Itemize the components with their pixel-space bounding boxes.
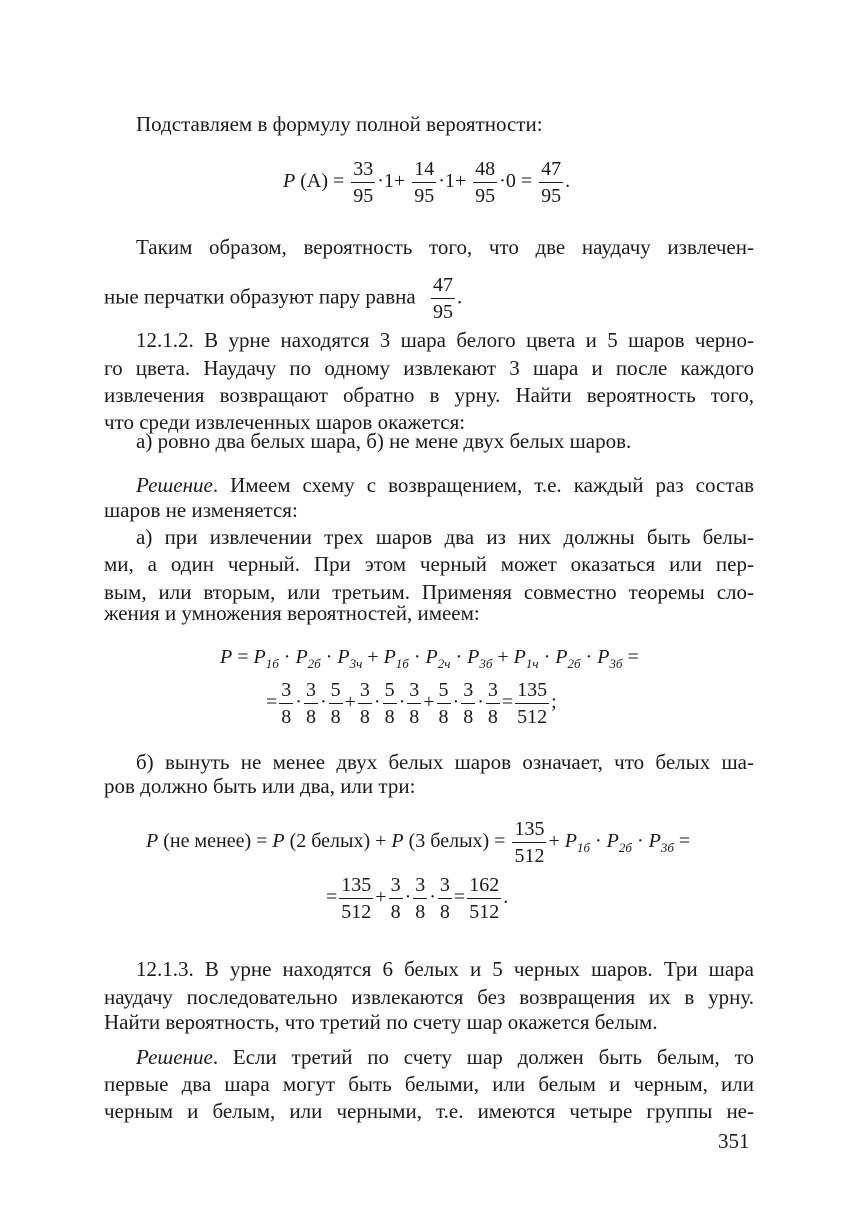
paragraph-line: жения и умножения вероятностей, имеем:: [104, 601, 480, 625]
paragraph-line: а) при извлечении трех шаров два из них должны быть белы-: [136, 525, 754, 549]
formula-not-less-than-two-result: = $\frac{135}{512}$ + $\frac{3}{8}$ · $\frac{3}{8}$ · $\frac{3}{8}$ = $\frac{162}{512}$ .: [326, 874, 509, 923]
paragraph-line: Подставляем в формулу полной вероятности:: [136, 112, 543, 136]
paragraph-line: наудачу последовательно извлекаются без возвращения их в урну.: [104, 985, 754, 1009]
paragraph-line: Найти вероятность, что третий по счету шар окажется белым.: [104, 1010, 658, 1034]
formula-probability-fractions: = $\frac{3}{8}$ · $\frac{3}{8}$ · $\frac{5}{8}$ + $\frac{3}{8}$ · $\frac{5}{8}$ · $\frac{3}{8}$ + $\frac{5}{8}$ · $\frac{3}{8}$ · $\frac{3}{8}$ = $\frac{135}{512}$ ;: [266, 679, 557, 728]
paragraph-line: Решение. Имеем схему с возвращением, т.е. каждый раз состав: [136, 473, 754, 497]
formula-probability-product: $P = P_{1б} \cdot P_{2б} \cdot P_{3ч} + P_{1б} \cdot P_{2ч} \cdot P_{3б} + P_{1ч} \cdot P_{2б} \cdot P_{3б}$ =: [220, 646, 639, 671]
paragraph-line: черным и белым, или черными, т.е. имеются четыре группы не-: [104, 1099, 754, 1123]
paragraph-line: ми, а один черный. При этом черный может оказаться или пер-: [104, 552, 754, 576]
paragraph-line: Таким образом, вероятность того, что две наудачу извлечен-: [136, 235, 754, 259]
paragraph-line: ные перчатки образуют пару равна $\frac{47}{95}$ .: [104, 274, 463, 323]
paragraph-line: 12.1.3. В урне находятся 6 белых и 5 черных шаров. Три шара: [136, 957, 754, 981]
paragraph-line: что среди извлеченных шаров окажется:: [104, 410, 466, 434]
paragraph-line: Решение. Если третий по счету шар должен быть белым, то: [136, 1045, 754, 1069]
inline-fraction: $\frac{47}{95}$: [432, 274, 453, 323]
paragraph-line: первые два шара могут быть белыми, или белым и черным, или: [104, 1072, 754, 1096]
page-number: 351: [718, 1129, 750, 1153]
paragraph-line: шаров не изменяется:: [104, 498, 298, 522]
paragraph-line: го цвета. Наудачу по одному извлекают 3 шара и после каждого: [104, 356, 754, 380]
paragraph-line: а) ровно два белых шара, б) не мене двух белых шаров.: [136, 429, 632, 453]
formula-not-less-than-two: P (не менее) = P (2 белых) + P (3 белых) = $\frac{135}{512}$ + $P_{1б} \cdot P_{2б} \cdot P_{3б}$ =: [146, 818, 691, 867]
paragraph-line: извлечения возвращают обратно в урну. Найти вероятность того,: [104, 383, 754, 407]
paragraph-line: ров должно быть или два, или три:: [104, 774, 416, 798]
paragraph-line: 12.1.2. В урне находятся 3 шара белого цвета и 5 шаров черно-: [136, 328, 754, 352]
paragraph-line: б) вынуть не менее двух белых шаров означает, что белых ша-: [136, 750, 754, 774]
paragraph-line: вым, или вторым, или третьим. Применяя совместно теоремы сло-: [104, 580, 754, 604]
formula-total-probability: P (A) = $\frac{33}{95}$ ·1+ $\frac{14}{95}$ ·1+ $\frac{48}{95}$ ·0 = $\frac{47}{95}$ .: [283, 158, 571, 207]
